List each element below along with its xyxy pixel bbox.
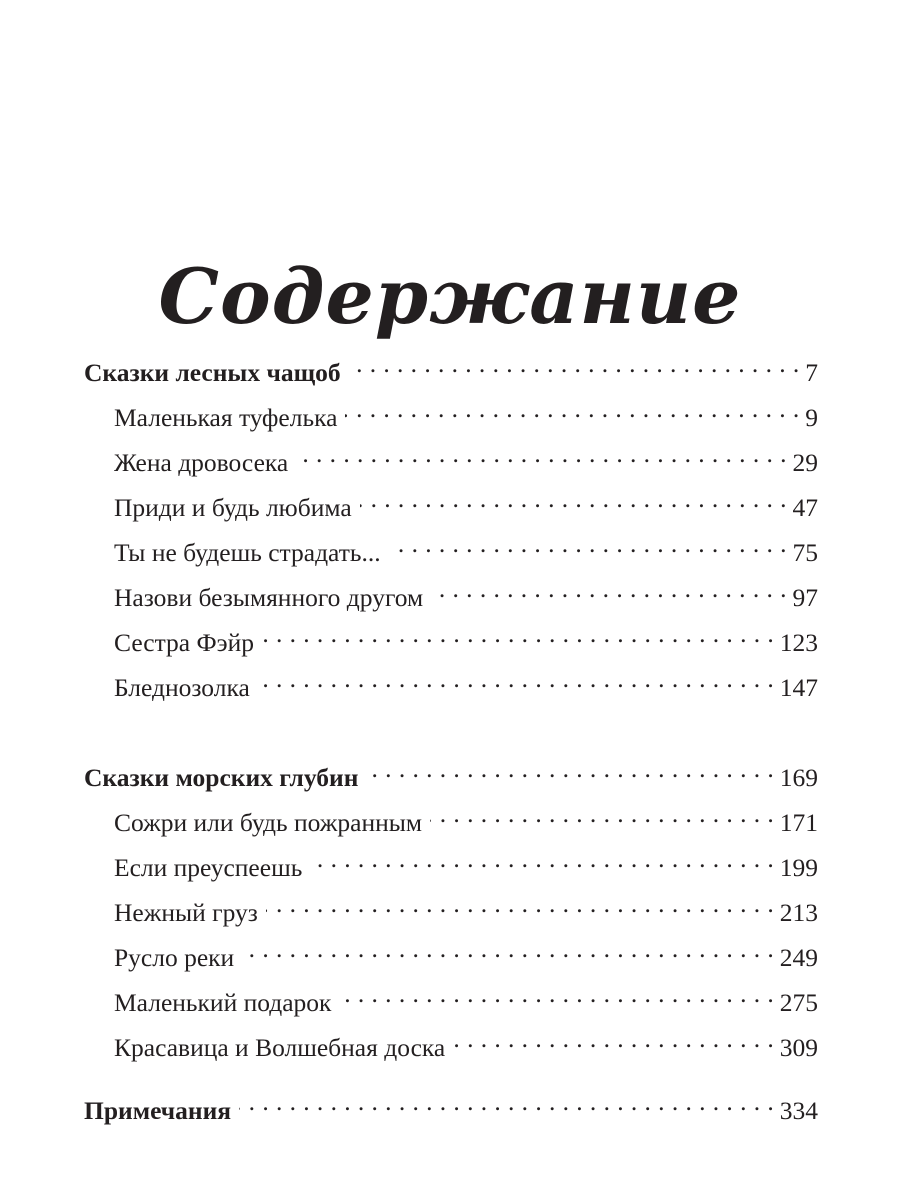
toc-item-label: Маленький подарок — [114, 988, 332, 1017]
toc-item[interactable] — [114, 617, 818, 657]
dot-leader — [360, 482, 787, 516]
toc-item[interactable] — [114, 482, 818, 522]
toc-item[interactable] — [114, 842, 818, 882]
dot-leader — [266, 887, 774, 921]
toc-page-number: 309 — [779, 1033, 818, 1062]
toc-section-label: Сказки лесных чащоб — [84, 358, 341, 387]
dot-leader — [431, 572, 786, 606]
toc-page-number: 171 — [779, 808, 818, 837]
toc-item-label: Ты не будешь страдать... — [114, 538, 381, 567]
toc-item[interactable] — [114, 887, 818, 927]
toc-page-number: 147 — [779, 673, 818, 702]
dot-leader — [366, 752, 773, 786]
toc-item-label: Приди и будь любима — [114, 493, 352, 522]
toc-item-label: Красавица и Волшебная доска — [114, 1033, 446, 1062]
dot-leader — [310, 842, 773, 876]
dot-leader — [339, 977, 773, 1011]
toc-item-label: Бледнозолка — [114, 673, 250, 702]
toc-page-number: 249 — [779, 943, 818, 972]
toc-item[interactable] — [114, 437, 818, 477]
toc-item-label: Назови безымянного другом — [114, 583, 424, 612]
dot-leader — [345, 392, 799, 426]
dot-leader — [453, 1022, 774, 1056]
toc-item[interactable] — [114, 392, 818, 432]
toc-page-number: 275 — [779, 988, 818, 1017]
toc-page-number: 75 — [792, 538, 818, 567]
dot-leader — [389, 527, 787, 561]
toc-page-number: 97 — [792, 583, 818, 612]
toc-item[interactable] — [114, 572, 818, 612]
dot-leader — [262, 617, 774, 651]
toc-item[interactable] — [114, 797, 818, 837]
dot-leader — [349, 347, 800, 381]
toc-section-label: Сказки морских глубин — [84, 763, 359, 792]
dot-leader — [258, 662, 774, 696]
toc-item[interactable] — [114, 662, 818, 702]
dot-leader — [242, 932, 774, 966]
toc-item[interactable] — [114, 977, 818, 1017]
toc-page-number: 9 — [805, 403, 818, 432]
toc-page-number: 7 — [805, 358, 818, 387]
toc-item-label: Если преуспеешь — [114, 853, 303, 882]
toc-page-number: 334 — [779, 1096, 818, 1125]
toc-page-number: 123 — [779, 628, 818, 657]
toc-item-label: Русло реки — [114, 943, 235, 972]
toc-item[interactable] — [114, 932, 818, 972]
dot-leader — [296, 437, 786, 471]
toc-page-number: 47 — [792, 493, 818, 522]
dot-leader — [430, 797, 774, 831]
page-title: Содержание — [158, 251, 742, 341]
toc-page-number: 29 — [792, 448, 818, 477]
toc-section-forest[interactable] — [84, 347, 818, 387]
toc-section-label: Примечания — [84, 1096, 232, 1125]
toc-page-number: 199 — [779, 853, 818, 882]
toc-item-label: Жена дровосека — [114, 448, 289, 477]
toc-page-number: 213 — [779, 898, 818, 927]
toc-section-sea[interactable] — [84, 752, 818, 792]
dot-leader — [239, 1085, 774, 1119]
toc-item-label: Нежный груз — [114, 898, 258, 927]
toc-item-label: Маленькая туфелька — [114, 403, 338, 432]
toc-section-notes[interactable] — [84, 1085, 818, 1125]
toc-item-label: Сожри или будь пожранным — [114, 808, 423, 837]
toc-page-number: 169 — [779, 763, 818, 792]
toc-item-label: Сестра Фэйр — [114, 628, 254, 657]
toc-item[interactable] — [114, 527, 818, 567]
toc-item[interactable] — [114, 1022, 818, 1062]
